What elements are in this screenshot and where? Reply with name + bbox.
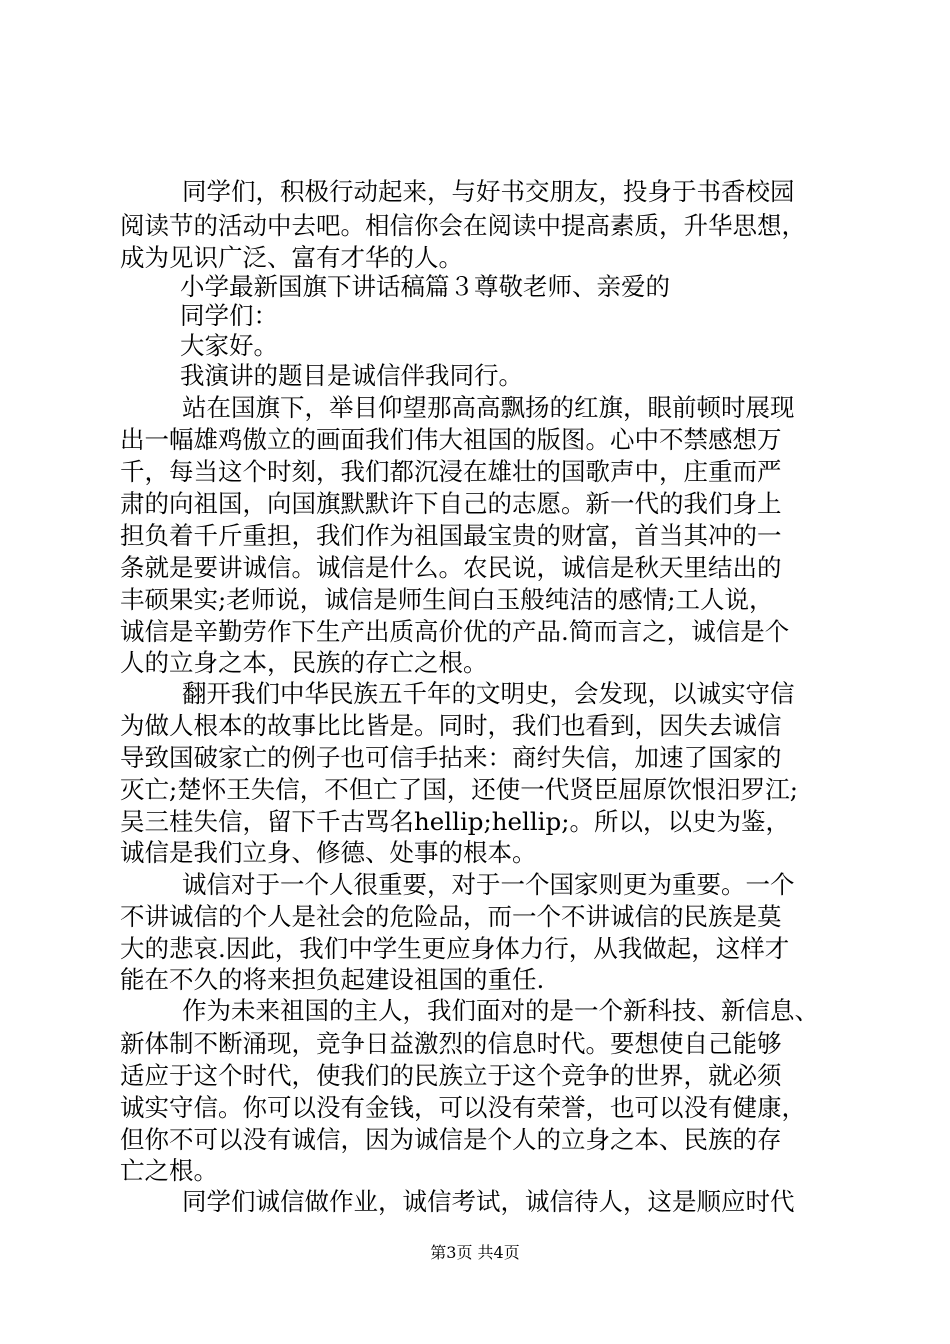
- text-line: 能在不久的将来担负起建设祖国的重任.: [120, 965, 545, 994]
- text-line: 大的悲哀.因此，我们中学生更应身体力行，从我做起，这样才: [120, 934, 790, 963]
- text-line: 为做人根本的故事比比皆是。同时，我们也看到，因失去诚信: [120, 711, 782, 740]
- text-line: 不讲诚信的个人是社会的危险品，而一个不讲诚信的民族是莫: [120, 902, 782, 931]
- text-line: 新体制不断涌现，竞争日益激烈的信息时代。要想使自己能够: [120, 1029, 782, 1058]
- text-line: 诚信是辛勤劳作下生产出质高价优的产品.简而言之，诚信是个: [120, 617, 790, 646]
- text-line: 诚实守信。你可以没有金钱，可以没有荣誉，也可以没有健康，: [120, 1093, 806, 1122]
- text-line: 我演讲的题目是诚信伴我同行。: [180, 361, 523, 390]
- text-line: 亡之根。: [120, 1156, 218, 1185]
- text-line: 大家好。: [180, 331, 278, 360]
- text-line: 诚信对于一个人很重要，对于一个国家则更为重要。一个: [182, 870, 795, 899]
- text-line: 出一幅雄鸡傲立的画面我们伟大祖国的版图。心中不禁感想万: [120, 425, 782, 454]
- text-line: 同学们，积极行动起来，与好书交朋友，投身于书香校园: [182, 177, 795, 206]
- text-line: 肃的向祖国，向国旗默默许下自己的志愿。新一代的我们身上: [120, 489, 782, 518]
- text-line: 条就是要讲诚信。诚信是什么。农民说，诚信是秋天里结出的: [120, 553, 782, 582]
- text-line: 适应于这个时代，使我们的民族立于这个竞争的世界，就必须: [120, 1061, 782, 1090]
- text-line: 诚信是我们立身、修德、处事的根本。: [120, 838, 537, 867]
- page-number-footer: 第3页 共4页: [430, 1243, 520, 1262]
- text-line: 灭亡;楚怀王失信，不但亡了国，还使一代贤臣屈原饮恨汨罗江;: [120, 775, 799, 804]
- text-line: 吴三桂失信，留下千古骂名hellip;hellip;。所以，以史为鉴，: [120, 807, 790, 836]
- text-line: 千，每当这个时刻，我们都沉浸在雄壮的国歌声中，庄重而严: [120, 457, 782, 486]
- text-line: 翻开我们中华民族五千年的文明史，会发现，以诚实守信: [182, 679, 795, 708]
- text-line: 站在国旗下，举目仰望那高高飘扬的红旗，眼前顿时展现: [182, 393, 795, 422]
- text-line: 但你不可以没有诚信，因为诚信是个人的立身之本、民族的存: [120, 1125, 782, 1154]
- text-line: 人的立身之本，民族的存亡之根。: [120, 648, 488, 677]
- section-heading: 小学最新国旗下讲话稿篇３尊敬老师、亲爱的: [180, 272, 670, 301]
- text-line: 阅读节的活动中去吧。相信你会在阅读中提高素质，升华思想，: [120, 211, 806, 240]
- text-line: 担负着千斤重担，我们作为祖国最宝贵的财富，首当其冲的一: [120, 521, 782, 550]
- text-line: 同学们诚信做作业，诚信考试，诚信待人，这是顺应时代: [182, 1187, 795, 1216]
- text-line: 成为见识广泛、富有才华的人。: [120, 243, 463, 272]
- text-line: 同学们：: [180, 301, 278, 330]
- text-line: 导致国破家亡的例子也可信手拈来：商纣失信，加速了国家的: [120, 743, 782, 772]
- text-line: 作为未来祖国的主人，我们面对的是一个新科技、新信息、: [182, 996, 819, 1025]
- text-line: 丰硕果实;老师说，诚信是师生间白玉般纯洁的感情;工人说，: [120, 585, 774, 614]
